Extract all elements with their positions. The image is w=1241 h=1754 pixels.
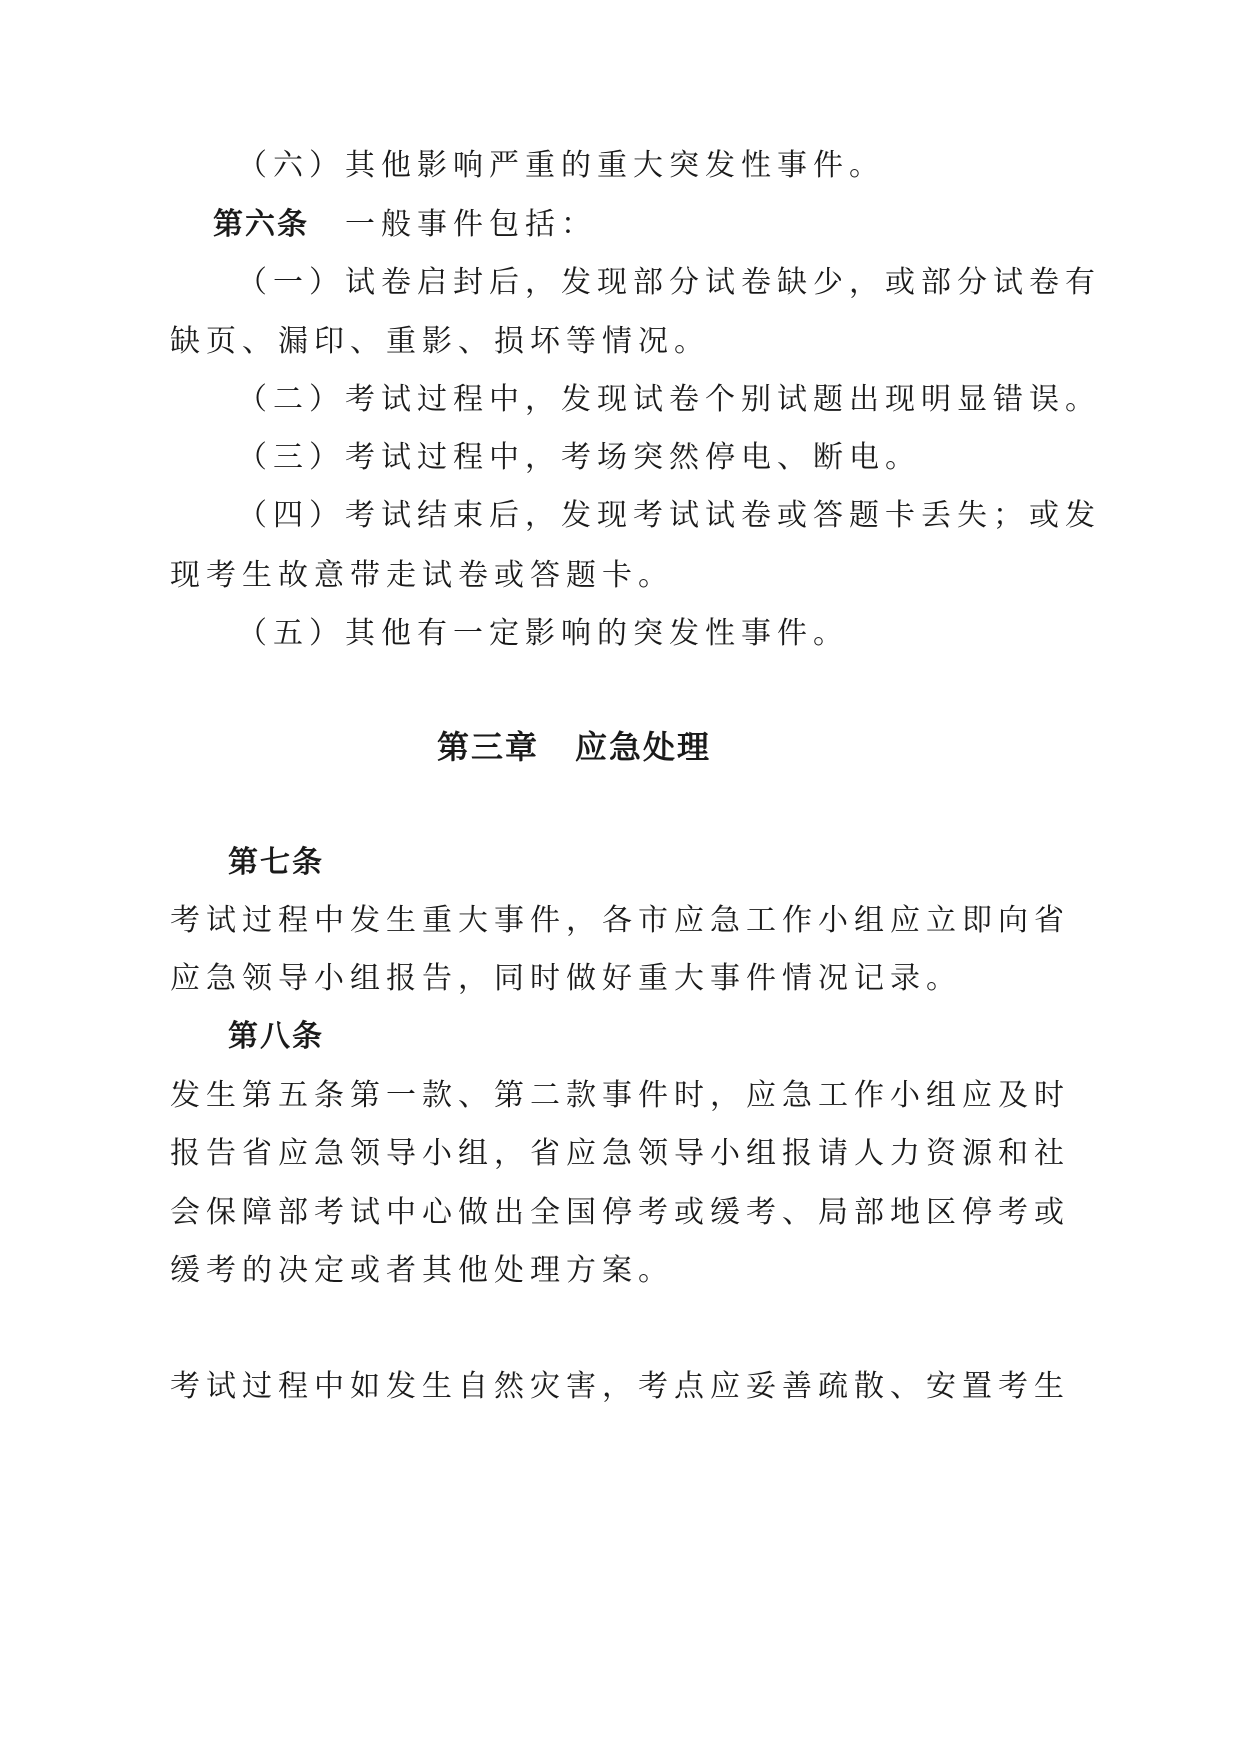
article-eight-line-2: 报告省应急领导小组，省应急领导小组报请人力资源和社 xyxy=(170,1136,1070,1171)
article-six xyxy=(213,205,597,245)
article-seven-line-1: 考试过程中发生重大事件，各市应急工作小组应立即向省 xyxy=(170,903,1070,938)
item-four-line-1: （四）考试结束后，发现考试试卷或答题卡丢失；或发 xyxy=(237,498,1101,533)
article-six-text: 一般事件包括： xyxy=(345,207,597,242)
chapter-heading xyxy=(437,727,711,767)
chapter-number: 第三章 xyxy=(437,728,540,766)
item-one-line-2: 缺页、漏印、重影、损坏等情况。 xyxy=(170,324,710,359)
item-one-line-1: （一）试卷启封后，发现部分试卷缺少，或部分试卷有 xyxy=(237,265,1101,300)
item-six: （六）其他影响严重的重大突发性事件。 xyxy=(237,148,885,183)
trailing-paragraph-line: 考试过程中如发生自然灾害，考点应妥善疏散、安置考生 xyxy=(170,1369,1070,1404)
article-seven-label: 第七条 xyxy=(228,845,324,880)
article-eight-line-3: 会保障部考试中心做出全国停考或缓考、局部地区停考或 xyxy=(170,1195,1070,1230)
article-eight-line-4: 缓考的决定或者其他处理方案。 xyxy=(170,1253,674,1288)
article-seven-line-2: 应急领导小组报告，同时做好重大事件情况记录。 xyxy=(170,961,962,996)
item-four-line-2: 现考生故意带走试卷或答题卡。 xyxy=(170,558,674,593)
chapter-title: 应急处理 xyxy=(575,728,712,766)
article-eight-label: 第八条 xyxy=(228,1019,324,1054)
article-six-label: 第六条 xyxy=(213,207,309,242)
item-three: （三）考试过程中，考场突然停电、断电。 xyxy=(237,440,921,475)
item-two: （二）考试过程中，发现试卷个别试题出现明显错误。 xyxy=(237,382,1101,417)
item-five: （五）其他有一定影响的突发性事件。 xyxy=(237,616,849,651)
article-eight-line-1: 发生第五条第一款、第二款事件时，应急工作小组应及时 xyxy=(170,1078,1070,1113)
